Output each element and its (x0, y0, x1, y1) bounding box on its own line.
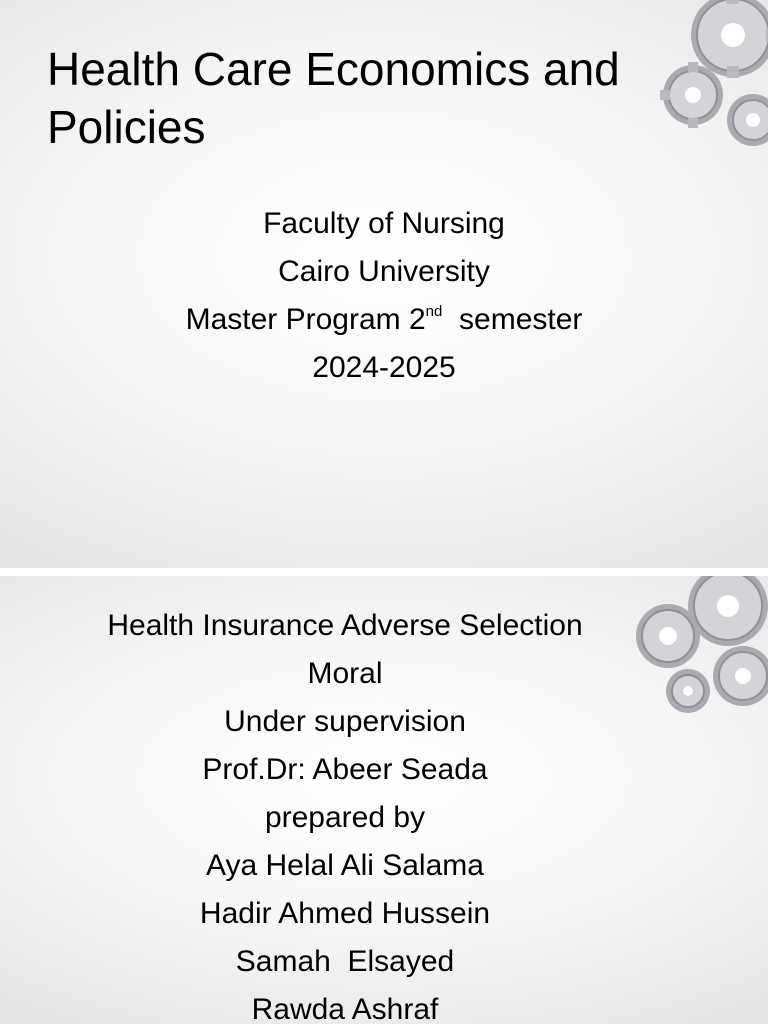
supervision-label: Under supervision (224, 705, 466, 738)
prepared-by-label: prepared by (264, 801, 426, 834)
program-suffix: semester (442, 303, 583, 336)
program-superscript: nd (425, 303, 443, 320)
author-name: Samah Elsayed (235, 945, 455, 978)
topic-line-2: Moral (307, 657, 383, 690)
program-line (0, 296, 768, 344)
supervisor-name: Prof.Dr: Abeer Seada (202, 753, 488, 786)
presentation-title: Health Care Economics and Policies (47, 43, 620, 153)
author-name: Rawda Ashraf (251, 993, 439, 1024)
topic-line: Health Insurance Adverse Selection (107, 609, 583, 642)
year-line: 2024-2025 (312, 351, 456, 384)
university-line: Cairo University (278, 255, 490, 288)
author-name: Hadir Ahmed Hussein (199, 897, 491, 930)
slide-2 (0, 576, 768, 1024)
subtitle-block (0, 200, 768, 392)
program-prefix: Master Program 2 (185, 303, 426, 336)
details-block (0, 602, 690, 1024)
faculty-line: Faculty of Nursing (263, 207, 505, 240)
author-name: Aya Helal Ali Salama (206, 849, 484, 882)
